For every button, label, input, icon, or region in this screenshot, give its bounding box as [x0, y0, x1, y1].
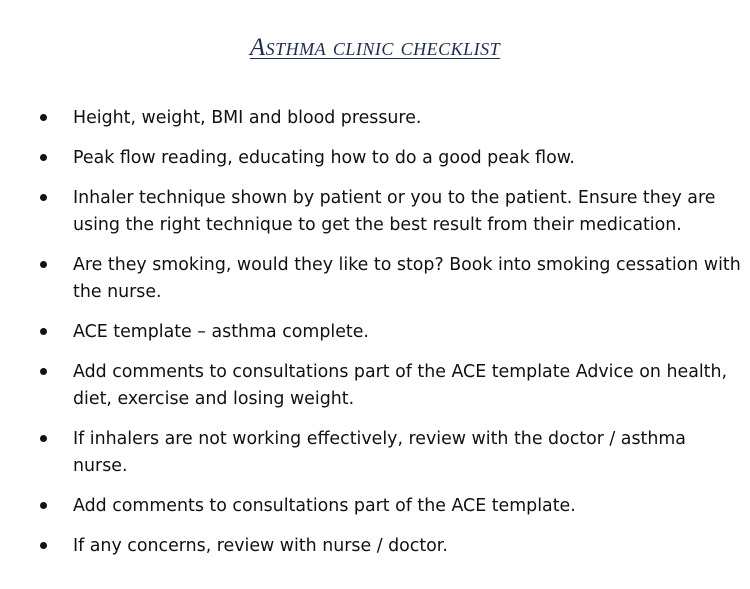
checklist: [40, 105, 745, 573]
checklist-item-text: Peak flow reading, educating how to do a good peak flow.: [73, 148, 575, 168]
checklist-item-text: Height, weight, BMI and blood pressure.: [73, 108, 422, 128]
bullet-icon: [40, 194, 47, 201]
bullet-icon: [40, 502, 47, 509]
checklist-item: [40, 493, 745, 520]
checklist-item: [40, 105, 745, 132]
bullet-icon: [40, 328, 47, 335]
checklist-item-text: Are they smoking, would they like to stop? Book into smoking cessation with the nurse.: [73, 255, 741, 302]
checklist-item: [40, 185, 745, 239]
bullet-icon: [40, 114, 47, 121]
checklist-item-text: If inhalers are not working effectively, review with the doctor / asthma nurse.: [73, 429, 686, 476]
checklist-item: [40, 533, 745, 560]
checklist-item: [40, 426, 745, 480]
checklist-item-text: Add comments to consultations part of the ACE template Advice on health, diet, exercise and losing weight.: [73, 362, 728, 409]
page-title: Asthma clinic checklist: [249, 34, 501, 61]
bullet-icon: [40, 542, 47, 549]
checklist-item: [40, 145, 745, 172]
bullet-icon: [40, 435, 47, 442]
checklist-item-text: If any concerns, review with nurse / doctor.: [73, 536, 448, 556]
bullet-icon: [40, 261, 47, 268]
checklist-item-text: Inhaler technique shown by patient or you to the patient. Ensure they are using the right technique to get the best result from their medication.: [73, 188, 716, 235]
checklist-item: [40, 319, 745, 346]
bullet-icon: [40, 154, 47, 161]
checklist-item: [40, 359, 745, 413]
checklist-item: [40, 252, 745, 306]
bullet-icon: [40, 368, 47, 375]
checklist-item-text: Add comments to consultations part of the ACE template.: [73, 496, 576, 516]
checklist-item-text: ACE template – asthma complete.: [73, 322, 369, 342]
